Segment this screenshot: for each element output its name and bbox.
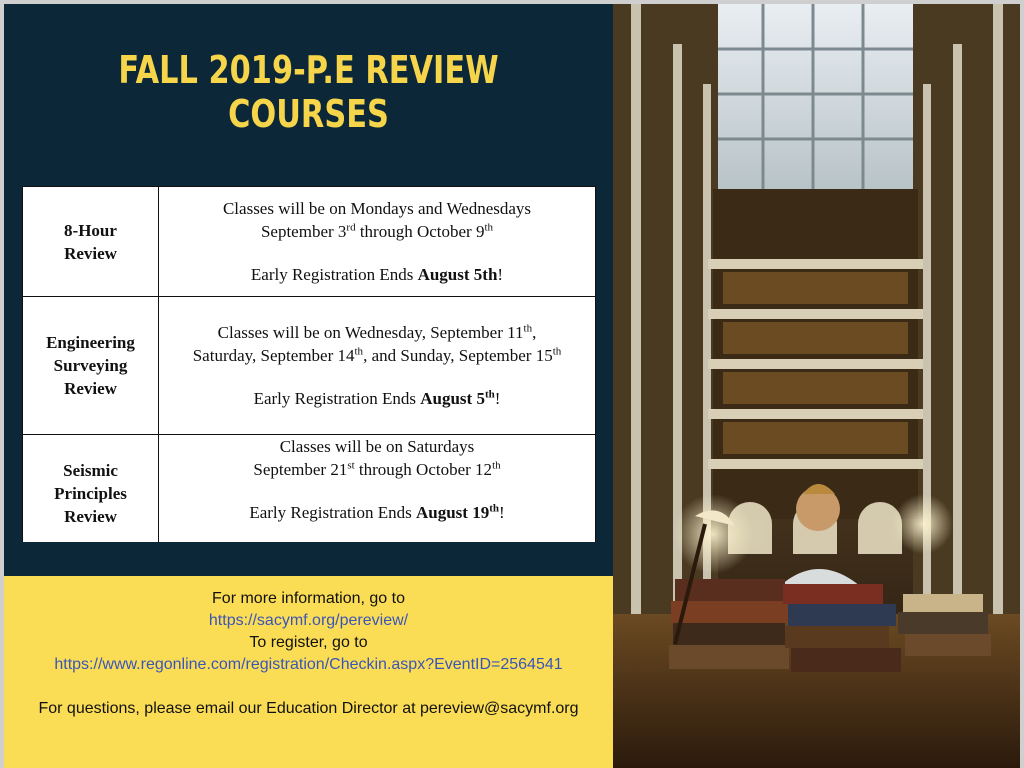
early-registration-label: Early Registration Ends — [253, 389, 421, 408]
class-dates-line — [161, 344, 593, 367]
date-text: September 21 — [253, 460, 348, 479]
date-suffix: th — [489, 502, 499, 515]
date-suffix: st — [347, 459, 355, 472]
early-registration-label: Early Registration Ends — [249, 503, 416, 522]
course-name-line: Principles — [54, 484, 127, 503]
library-photo — [613, 4, 1020, 768]
course-details-cell — [159, 435, 596, 543]
class-dates-line — [161, 458, 593, 481]
more-info-label: For more information, go to — [212, 590, 405, 607]
flyer-page — [4, 4, 1020, 768]
date-suffix: th — [492, 459, 501, 472]
date-text: Classes will be on Saturdays — [279, 437, 475, 456]
early-registration-end: ! — [497, 265, 504, 284]
left-panel — [4, 4, 613, 768]
early-registration-date: August 5 — [420, 389, 485, 408]
early-registration-end: ! — [499, 503, 505, 522]
date-text: , — [532, 323, 537, 342]
date-suffix: rd — [346, 221, 356, 234]
questions-text: For questions, please email our Education Director at pereview@sacymf.org — [38, 700, 579, 717]
early-registration-date: August 5th — [417, 265, 498, 284]
course-name-cell — [23, 435, 159, 543]
register-link[interactable]: https://www.regonline.com/registration/Checkin.aspx?EventID=2564541 — [54, 656, 563, 673]
date-text: September 3 — [260, 222, 347, 241]
library-photo-illustration — [613, 4, 1020, 768]
spacer — [161, 481, 593, 501]
course-name-line: 8-Hour — [64, 220, 117, 240]
course-details-cell — [159, 187, 596, 297]
early-registration-date: August 19 — [416, 503, 490, 522]
course-name-line: Review — [64, 379, 117, 398]
course-row — [23, 297, 596, 435]
course-name-line: Review — [64, 507, 117, 526]
info-box — [4, 576, 613, 768]
course-name-line: Surveying — [53, 356, 128, 375]
date-text: Classes will be on Wednesday, September 11 — [217, 323, 524, 342]
early-registration-end: ! — [494, 389, 501, 408]
spacer — [161, 243, 593, 263]
date-suffix: th — [354, 345, 364, 358]
date-text: through October 9 — [355, 222, 485, 241]
date-text: through October 12 — [354, 460, 493, 479]
course-row — [23, 187, 596, 297]
course-name-line: Seismic — [63, 461, 118, 480]
class-dates-line — [161, 321, 593, 344]
class-dates-line — [161, 220, 593, 243]
register-label: To register, go to — [249, 634, 368, 651]
early-registration-line — [161, 387, 593, 410]
date-suffix: th — [552, 345, 562, 358]
date-text: Saturday, September 14 — [192, 346, 355, 365]
course-schedule-table — [22, 186, 596, 542]
course-row — [23, 435, 596, 543]
course-name-line: Review — [64, 243, 117, 263]
date-suffix: th — [484, 388, 495, 401]
course-name-line: Engineering — [46, 333, 135, 352]
date-text: Classes will be on Mondays and Wednesdays — [222, 199, 532, 218]
course-details-cell — [159, 297, 596, 435]
early-registration-line — [161, 501, 593, 524]
page-title: FALL 2019-P.E REVIEW COURSES — [118, 48, 499, 136]
course-name-cell — [23, 297, 159, 435]
early-registration-line — [161, 263, 593, 286]
date-suffix: th — [484, 221, 494, 234]
spacer — [161, 367, 593, 387]
class-dates-line — [161, 435, 593, 458]
course-name-cell — [23, 187, 159, 297]
early-registration-label: Early Registration Ends — [250, 265, 418, 284]
class-dates-line — [161, 197, 593, 220]
date-text: , and Sunday, September 15 — [363, 346, 553, 365]
date-suffix: th — [523, 322, 533, 335]
more-info-link[interactable]: https://sacymf.org/pereview/ — [208, 612, 409, 629]
